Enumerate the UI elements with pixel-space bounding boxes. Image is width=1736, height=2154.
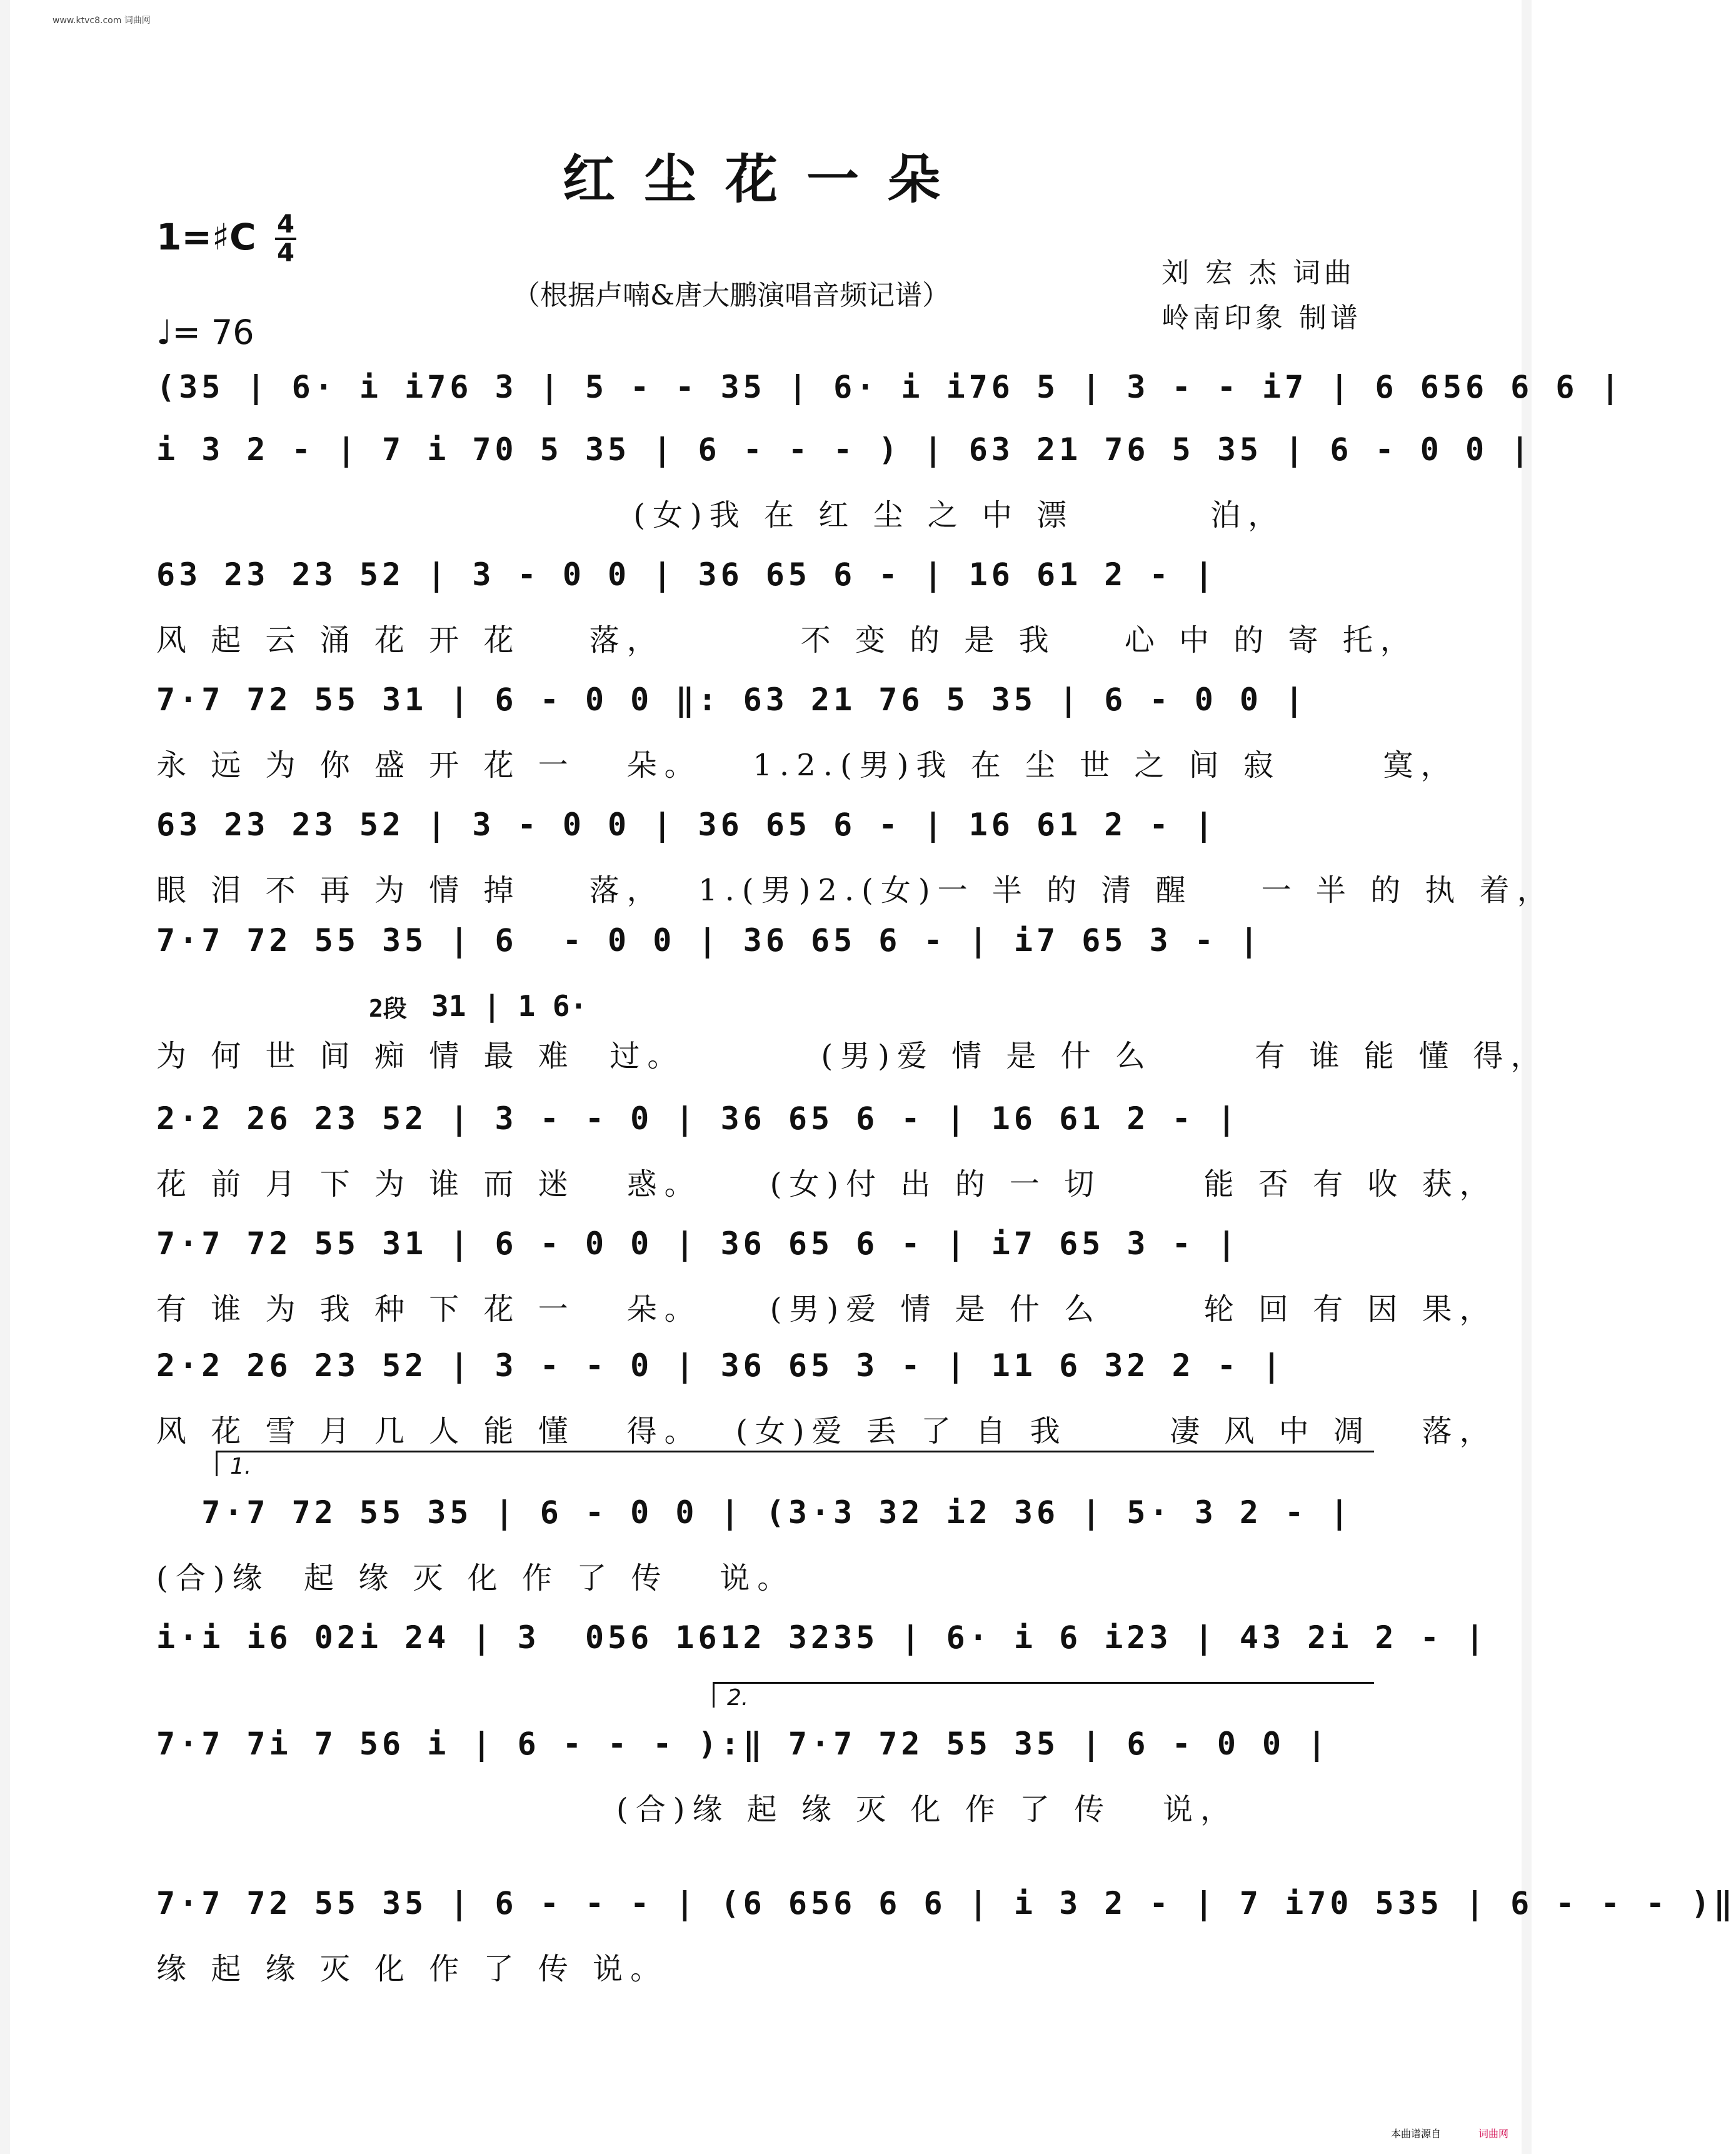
footer-source: 本曲谱源自 [1391,2128,1442,2140]
time-signature: 4 4 [275,211,296,266]
notation-line: (35 | 6· i i76 3 | 5 - - 35 | 6· i i76 5 | 3 - - i7 | 6 656 6 6 | [156,369,1623,405]
volta-bracket-2: 2. [713,1682,1374,1708]
lyric-line: (合)缘 起 缘 灭 化 作 了 传 说。 [156,1561,795,1596]
lyric-line: 缘 起 缘 灭 化 作 了 传 说。 [156,1951,668,1986]
lyric-line: 风 花 雪 月 几 人 能 懂 得。 (女)爱 丢 了 自 我 凄 风 中 凋 落， [156,1414,1497,1449]
site-watermark: www.ktvc8.com 词曲网 [53,16,151,26]
notation-line: 7·7 72 55 31 | 6 - 0 0 ‖: 63 21 76 5 35 | 6 - 0 0 | [156,682,1308,718]
volta-bracket-1: 1. [216,1451,1374,1476]
notation-line: 7·7 72 55 35 | 6 - 0 0 | (3·3 32 i2 36 | 5· 3 2 - | [156,1494,1353,1531]
notation-line: 63 23 23 52 | 3 - 0 0 | 36 65 6 - | 16 61 2 - | [156,556,1217,593]
lyric-line: (女)我 在 红 尘 之 中 漂 泊， [156,498,1286,533]
notation-line: 7·7 72 55 31 | 6 - 0 0 | 36 65 6 - | i7 65 3 - | [156,1225,1240,1262]
tempo-mark: ♩= 76 [156,313,254,352]
lyric-line: 花 前 月 下 为 谁 而 迷 惑。 (女)付 出 的 一 切 能 否 有 收 获， [156,1167,1497,1202]
segment2-label: 2段 [369,995,407,1022]
left-margin-strip [0,0,10,2154]
lyric-line: 有 谁 为 我 种 下 花 一 朵。 (男)爱 情 是 什 么 轮 回 有 因 果， [156,1292,1497,1327]
notation-line: 7·7 72 55 35 | 6 - - - | (6 656 6 6 | i 3 2 - | 7 i70 535 | 6 - - - )‖ [156,1885,1736,1921]
lyric-line: 为 何 世 间 痴 情 最 难 过。 (男)爱 情 是 什 么 有 谁 能 懂 得， [156,1039,1548,1074]
composer-credit: 刘 宏 杰 词曲 [1162,257,1355,289]
lyric-line: 眼 泪 不 再 为 情 掉 落， 1.(男)2.(女)一 半 的 清 醒 一 半 的 执 着， [156,873,1555,908]
key-signature: 1=♯C [156,216,256,258]
notation-line: 63 23 23 52 | 3 - 0 0 | 36 65 6 - | 16 61 2 - | [156,807,1217,843]
lyric-line: 风 起 云 涌 花 开 花 落， 不 变 的 是 我 心 中 的 寄 托， [156,623,1418,658]
segment2-notes: 31 | 1 6· [431,989,588,1023]
lyric-line: (合)缘 起 缘 灭 化 作 了 传 说， [156,1792,1238,1827]
source-note: （根据卢喃&唐大鹏演唱音频记谱） [513,279,950,311]
arranger-credit: 岭南印象 制谱 [1162,302,1362,334]
notation-line: i 3 2 - | 7 i 70 5 35 | 6 - - - ) | 63 21 76 5 35 | 6 - 0 0 | [156,431,1533,468]
notation-line: i·i i6 02i 24 | 3 056 1612 3235 | 6· i 6 i23 | 43 2i 2 - | [156,1619,1488,1656]
lyric-line: 永 远 为 你 盛 开 花 一 朵。 1.2.(男)我 在 尘 世 之 间 寂 寞， [156,748,1458,783]
score-title: 红尘花一朵 [562,148,969,210]
notation-line: 7·7 72 55 35 | 6 - 0 0 | 36 65 6 - | i7 65 3 - | [156,922,1263,959]
notation-line: 2·2 26 23 52 | 3 - - 0 | 36 65 3 - | 11 6 32 2 - | [156,1347,1285,1384]
right-margin-strip [1522,0,1532,2154]
notation-line: 2·2 26 23 52 | 3 - - 0 | 36 65 6 - | 16 61 2 - | [156,1100,1240,1137]
notation-line: 7·7 7i 7 56 i | 6 - - - ):‖ 7·7 72 55 35 | 6 - 0 0 | [156,1726,1330,1762]
footer-site: 词曲网 [1478,2128,1509,2140]
